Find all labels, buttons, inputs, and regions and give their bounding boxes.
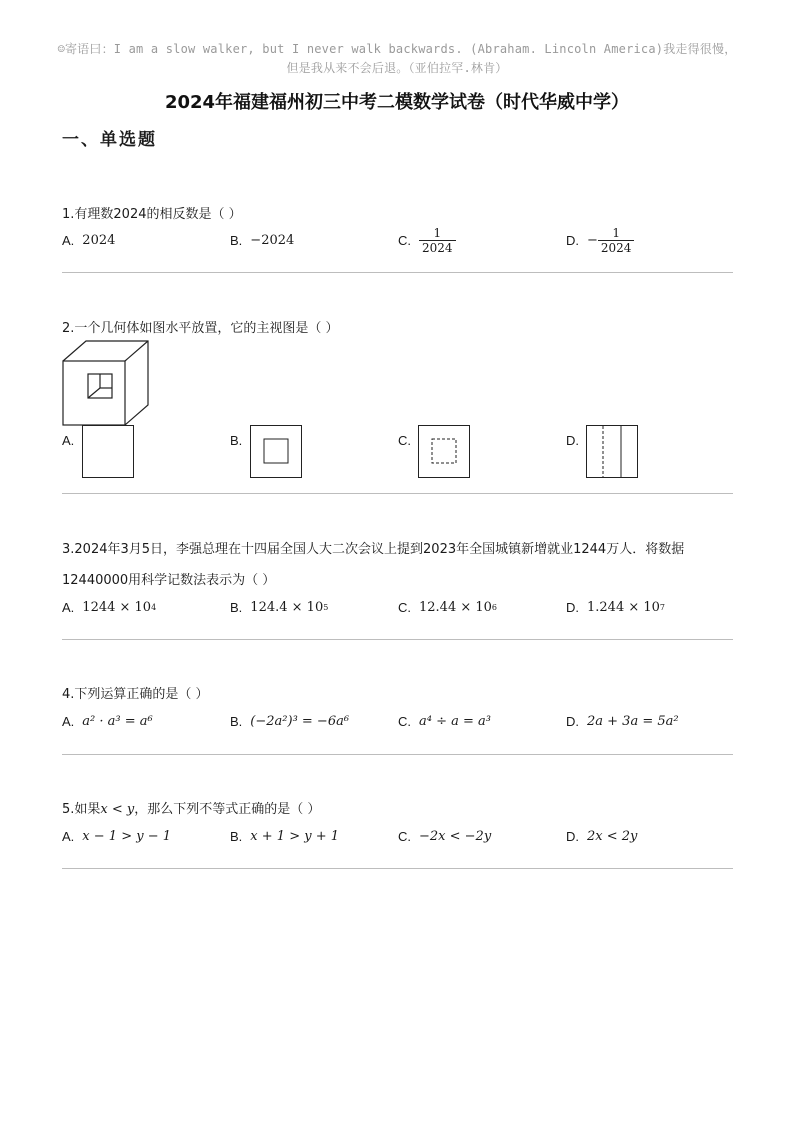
option-label: C.	[398, 433, 411, 448]
option-label: B.	[230, 600, 243, 615]
q2-option-d[interactable]	[566, 433, 587, 448]
option-label: A.	[62, 433, 75, 448]
divider	[62, 639, 733, 640]
option-label: C.	[398, 233, 411, 248]
q2-option-a[interactable]	[62, 433, 82, 448]
q1-option-c[interactable]	[398, 226, 456, 255]
option-base: 1.244 × 10	[587, 600, 660, 615]
q1-option-d[interactable]	[566, 226, 634, 255]
option-base: 12.44 × 10	[419, 600, 492, 615]
option-text: 2x < 2y	[587, 829, 638, 844]
option-label: D.	[566, 600, 579, 615]
minus-sign: −	[587, 233, 598, 248]
option-label: D.	[566, 233, 579, 248]
q5-option-c[interactable]	[398, 829, 491, 844]
option-label: C.	[398, 600, 411, 615]
option-label: A.	[62, 233, 75, 248]
option-label: C.	[398, 714, 411, 729]
option-text: x + 1 > y + 1	[250, 829, 339, 844]
option-label: C.	[398, 829, 411, 844]
q1-option-b[interactable]	[230, 233, 294, 248]
q3-option-d[interactable]	[566, 600, 665, 615]
section-heading: 一、单选题	[62, 130, 157, 150]
option-label: B.	[230, 829, 243, 844]
view-option-a-icon	[82, 425, 134, 478]
option-text: a⁴ ÷ a = a³	[419, 714, 491, 729]
cube-figure	[62, 340, 152, 428]
question-4-stem: 4.下列运算正确的是（ ）	[62, 687, 209, 702]
page-title: 2024年福建福州初三中考二模数学试卷（时代华威中学）	[164, 92, 630, 113]
option-label: D.	[566, 433, 579, 448]
q5-option-d[interactable]	[566, 829, 637, 844]
q3-option-a[interactable]	[62, 600, 156, 615]
divider	[62, 754, 733, 755]
question-2-stem: 2.一个几何体如图水平放置，它的主视图是（ ）	[62, 321, 339, 336]
q1-option-a[interactable]	[62, 233, 115, 248]
option-text: −2x < −2y	[419, 829, 492, 844]
q4-option-d[interactable]	[566, 714, 679, 729]
q5-option-b[interactable]	[230, 829, 339, 844]
q5-option-a[interactable]	[62, 829, 171, 844]
fraction	[598, 226, 635, 255]
q3-option-b[interactable]	[230, 600, 328, 615]
stem-prefix: 5.如果	[62, 802, 101, 817]
option-label: B.	[230, 233, 243, 248]
question-5-stem	[62, 798, 320, 817]
option-base: 124.4 × 10	[250, 600, 324, 615]
stem-math: x < y	[100, 802, 135, 817]
option-base: 1244 × 10	[82, 600, 152, 615]
q2-option-b[interactable]	[230, 433, 250, 448]
option-label: B.	[230, 433, 243, 448]
fraction-denominator: 2024	[598, 240, 635, 255]
stem-suffix: ，那么下列不等式正确的是（ ）	[134, 802, 321, 817]
fraction-numerator: 1	[433, 226, 442, 240]
view-option-b-icon	[250, 425, 302, 478]
motto-line-1: ☺寄语曰：I am a slow walker, but I never walk backwards. (Abraham. Lincoln America)我走得很慢，	[57, 42, 737, 56]
option-label: A.	[62, 714, 75, 729]
view-option-d-icon	[586, 425, 638, 478]
fraction-numerator: 1	[612, 226, 620, 240]
q3-option-c[interactable]	[398, 600, 497, 615]
fraction	[419, 226, 456, 255]
question-3-stem-line-1: 3.2024年3月5日，李强总理在十四届全国人大二次会议上提到2023年全国城镇新增就业1244万人．将数据	[62, 542, 685, 557]
option-exponent: 6	[491, 603, 498, 612]
divider	[62, 493, 733, 494]
divider	[62, 868, 733, 869]
option-label: B.	[230, 714, 243, 729]
q4-option-a[interactable]	[62, 714, 153, 729]
option-text: x − 1 > y − 1	[82, 829, 171, 844]
option-text: 2024	[82, 233, 116, 248]
option-exponent: 7	[659, 603, 666, 612]
option-label: D.	[566, 714, 579, 729]
option-text: −2024	[250, 233, 295, 248]
q4-option-c[interactable]	[398, 714, 491, 729]
question-1-stem: 1.有理数2024的相反数是（ ）	[62, 207, 242, 222]
motto-line-2: 但是我从来不会后退。（亚伯拉罕.林肯）	[286, 61, 508, 75]
q4-option-b[interactable]	[230, 714, 349, 729]
option-text: (−2a²)³ = −6a⁶	[250, 714, 350, 729]
option-label: D.	[566, 829, 579, 844]
option-label: A.	[62, 600, 75, 615]
option-label: A.	[62, 829, 75, 844]
option-exponent: 4	[151, 603, 157, 612]
divider	[62, 272, 733, 273]
q2-option-c[interactable]	[398, 433, 419, 448]
view-option-c-icon	[418, 425, 470, 478]
option-text: 2a + 3a = 5a²	[587, 714, 679, 729]
option-exponent: 5	[323, 603, 329, 612]
option-text: a² · a³ = a⁶	[82, 714, 153, 729]
fraction-denominator: 2024	[419, 240, 456, 255]
question-3-stem-line-2: 12440000用科学记数法表示为（ ）	[62, 573, 276, 588]
